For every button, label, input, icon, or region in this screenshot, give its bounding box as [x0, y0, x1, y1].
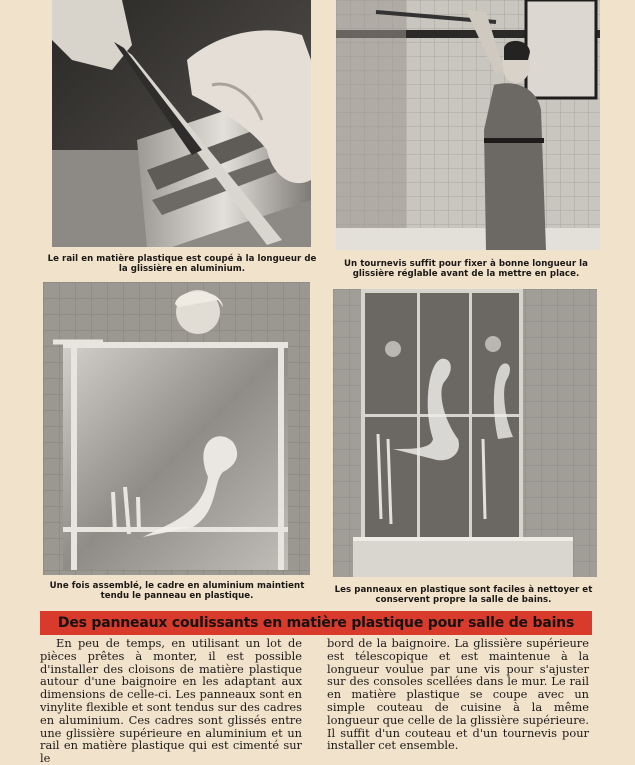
caption-bottom-right: Les panneaux en plastique sont faciles à nettoyer et conservent propre la salle de bains. [334, 585, 593, 605]
photo-assembled-frame [43, 282, 310, 575]
article-column-right: bord de la baignoire. La glissière supérieure est télescopique et est maintenue à la longueur voulue par une vis pour s'ajuster sur des consoles scellées dans le mur. Le rail en matière plastique se coupe avec un simple couteau de cuisine à la même longueur que celle de la glissière supérieure. Il suffit d'un couteau et d'un tournevis pour installer cet ensemble. [327, 636, 589, 753]
photo-installed-panels [333, 289, 597, 577]
article-title: Des panneaux coulissants en matière plastique pour salle de bains [57, 615, 575, 631]
caption-bottom-left: Une fois assemblé, le cadre en aluminium maintient tendu le panneau en plastique. [49, 581, 305, 601]
article-column-left: En peu de temps, en utilisant un lot de pièces prêtes à monter, il est possible d'installer des cloisons de matière plastique autour d'une baignoire en les adaptant aux dimensions de celle-ci. Les panneaux sont en vinylite flexible et sont tendus sur des cadres en aluminium. Ces cadres sont glissés entre une glissière supérieure en aluminium et un rail en matière plastique qui est cimenté sur le [40, 636, 302, 765]
caption-top-right: Un tournevis suffit pour fixer à bonne longueur la glissière réglable avant de la mettre en place. [343, 259, 589, 279]
article-title-banner [40, 611, 592, 635]
photo-woman-screwdriver [336, 0, 600, 250]
caption-top-left: Le rail en matière plastique est coupé à la longueur de la glissière en aluminium. [47, 254, 317, 274]
photo-cutting-rail [52, 0, 311, 247]
